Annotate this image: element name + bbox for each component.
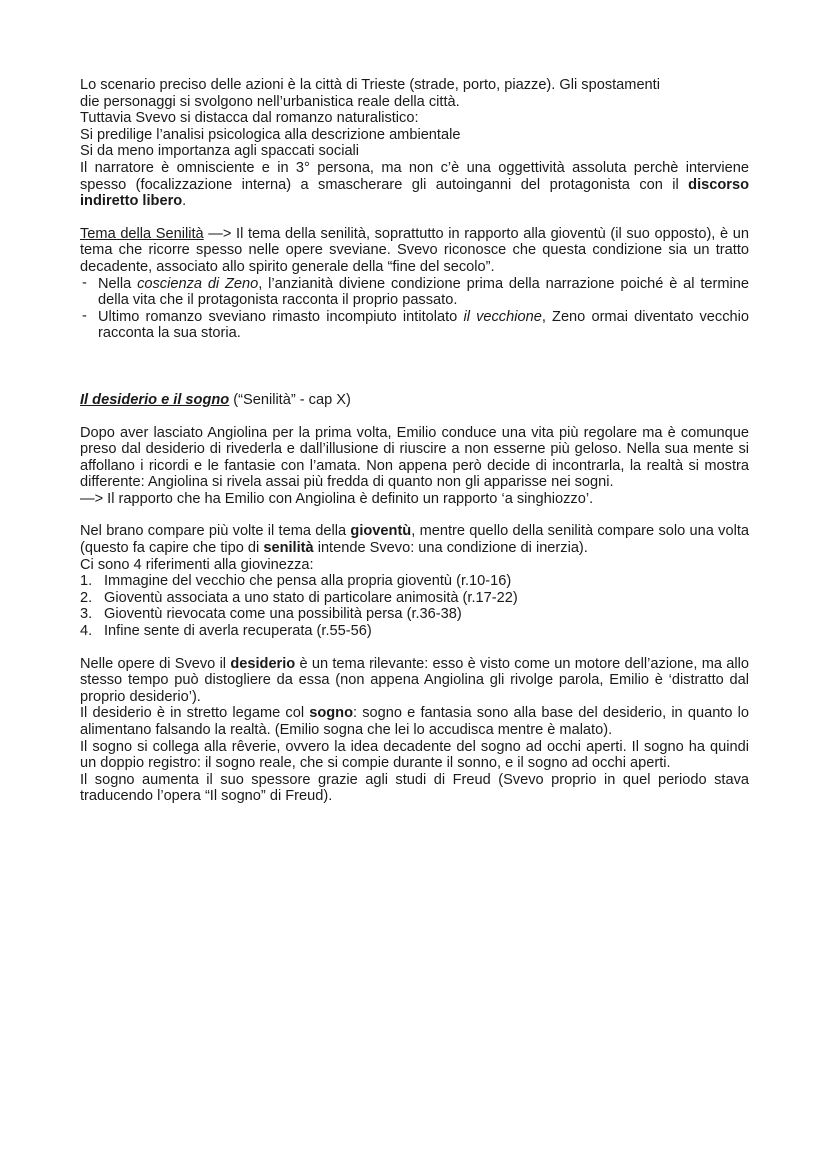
italic-title: il vecchione (463, 308, 542, 325)
text-run: Il desiderio è in stretto legame col (80, 705, 310, 722)
list-item (80, 623, 749, 640)
text-run: Nella (98, 275, 138, 292)
list-item (80, 276, 749, 309)
text-line: Lo scenario preciso delle azioni è la città di Trieste (strade, porto, piazze). Gli spostamenti (80, 77, 660, 93)
paragraph: —> Il rapporto che ha Emilio con Angiolina è definito un rapporto ‘a singhiozzo’. (80, 490, 594, 507)
list-text: Gioventù associata a uno stato di particolare animosità (r.17-22) (104, 589, 518, 606)
italic-title: coscienza di Zeno (137, 275, 259, 292)
senility-intro (80, 226, 749, 276)
text-line: Tuttavia Svevo si distacca dal romanzo naturalistico: (80, 110, 419, 127)
narrator-paragraph (80, 160, 749, 210)
list-number: 3. (80, 606, 93, 623)
text-run: intende Svevo: una condizione di inerzia). (313, 540, 588, 557)
list-text: Infine sente di averla recuperata (r.55-56) (104, 623, 372, 640)
senility-list (80, 276, 749, 342)
text-run: Il narratore è omnisciente e in 3° persona, ma non c’è una oggettività assoluta perchè interviene spesso (focalizzazione interna) a smascherare gli autoinganni del protagonista con il (80, 159, 749, 193)
list-item (80, 606, 749, 623)
list-number: 2. (80, 589, 93, 606)
text-run: , mentre quello della senilità compare solo una volta (questo fa capire che tipo di (80, 523, 749, 557)
list-text: Immagine del vecchio che pensa alla propria gioventù (r.10-16) (104, 573, 512, 590)
bold-term: sogno (309, 705, 354, 722)
list-item (80, 309, 749, 342)
section-title-line (80, 392, 749, 409)
senility-section (80, 226, 749, 342)
paragraph: Dopo aver lasciato Angiolina per la prima volta, Emilio conduce una vita più regolare ma è comunque preso dal desiderio di rivederla e dall’illusione di riuscire a non esserne più geloso. Nella sua mente si affollano i ricordi e le fantasie con l’amata. Non appena però decide di incontrarla, la realtà si mostra differente: Angiolina si rivela assai più fredda di quanto non gli apparisse nei sogni. (80, 424, 749, 491)
paragraph (80, 705, 749, 738)
list-item (80, 573, 749, 590)
list-number: 4. (80, 623, 93, 640)
paragraph (80, 523, 749, 556)
text-line: Si da meno importanza agli spaccati sociali (80, 143, 360, 160)
text-line: Si predilige l’analisi psicologica alla descrizione ambientale (80, 126, 461, 143)
text-run: . (182, 193, 187, 210)
text-run: , Zeno ormai diventato vecchio racconta la sua storia. (98, 308, 749, 342)
list-number: 1. (80, 573, 93, 590)
bold-term: discorso indiretto libero (80, 176, 749, 210)
text-run: , l’anzianità diviene condizione prima della narrazione poiché è al termine della vita che il protagonista racconta il proprio passato. (98, 275, 749, 309)
list-item (80, 590, 749, 607)
text-run: Nelle opere di Svevo il (80, 655, 231, 672)
section-subtitle: (“Senilità” - cap X) (229, 391, 351, 408)
text-line: die personaggi si svolgono nell’urbanistica reale della città. (80, 93, 460, 110)
bold-term: senilità (263, 540, 314, 557)
text-run: —> Il tema della senilità, soprattutto in rapporto alla gioventù (il suo opposto), è un tema che ricorre spesso nelle opere sveviane. Svevo riconosce che questa condizione sia un tratto decadente, associato allo spirito generale della “fine del secolo”. (80, 225, 749, 275)
list-text: Gioventù rievocata come una possibilità persa (r.36-38) (104, 606, 462, 623)
text-run: Nel brano compare più volte il tema della (80, 523, 351, 540)
text-run: Ultimo romanzo sveviano rimasto incompiuto intitolato (98, 308, 464, 325)
setting-paragraph (80, 77, 749, 210)
desire-dream-section (80, 392, 749, 805)
references-list (80, 573, 749, 639)
section-heading: Tema della Senilità (80, 225, 204, 242)
paragraph (80, 656, 749, 706)
section-title: Il desiderio e il sogno (80, 391, 230, 408)
text-run: : sogno e fantasia sono alla base del desiderio, in quanto lo alimentano falsando la realtà. (Emilio sogna che lei lo accudisca mentre è malato). (80, 705, 750, 738)
bold-term: gioventù (350, 523, 412, 540)
paragraph: Il sogno si collega alla rêverie, ovvero la idea decadente del sogno ad occhi aperti. Il sogno ha quindi un doppio registro: il sogno reale, che si compie durante il sonno, e il sogno ad occhi aperti. (80, 738, 749, 772)
paragraph: Ci sono 4 riferimenti alla giovinezza: (80, 556, 314, 573)
bold-term: desiderio (230, 655, 296, 672)
paragraph: Il sogno aumenta il suo spessore grazie agli studi di Freud (Svevo proprio in quel periodo stava traducendo l’opera “Il sogno” di Freud). (80, 771, 749, 805)
text-run: è un tema rilevante: esso è visto come un motore dell’azione, ma allo stesso tempo può distogliere da essa (non appena Angiolina gli rivolge parola, Emilio è ‘distratto dal proprio desiderio’). (80, 655, 749, 705)
